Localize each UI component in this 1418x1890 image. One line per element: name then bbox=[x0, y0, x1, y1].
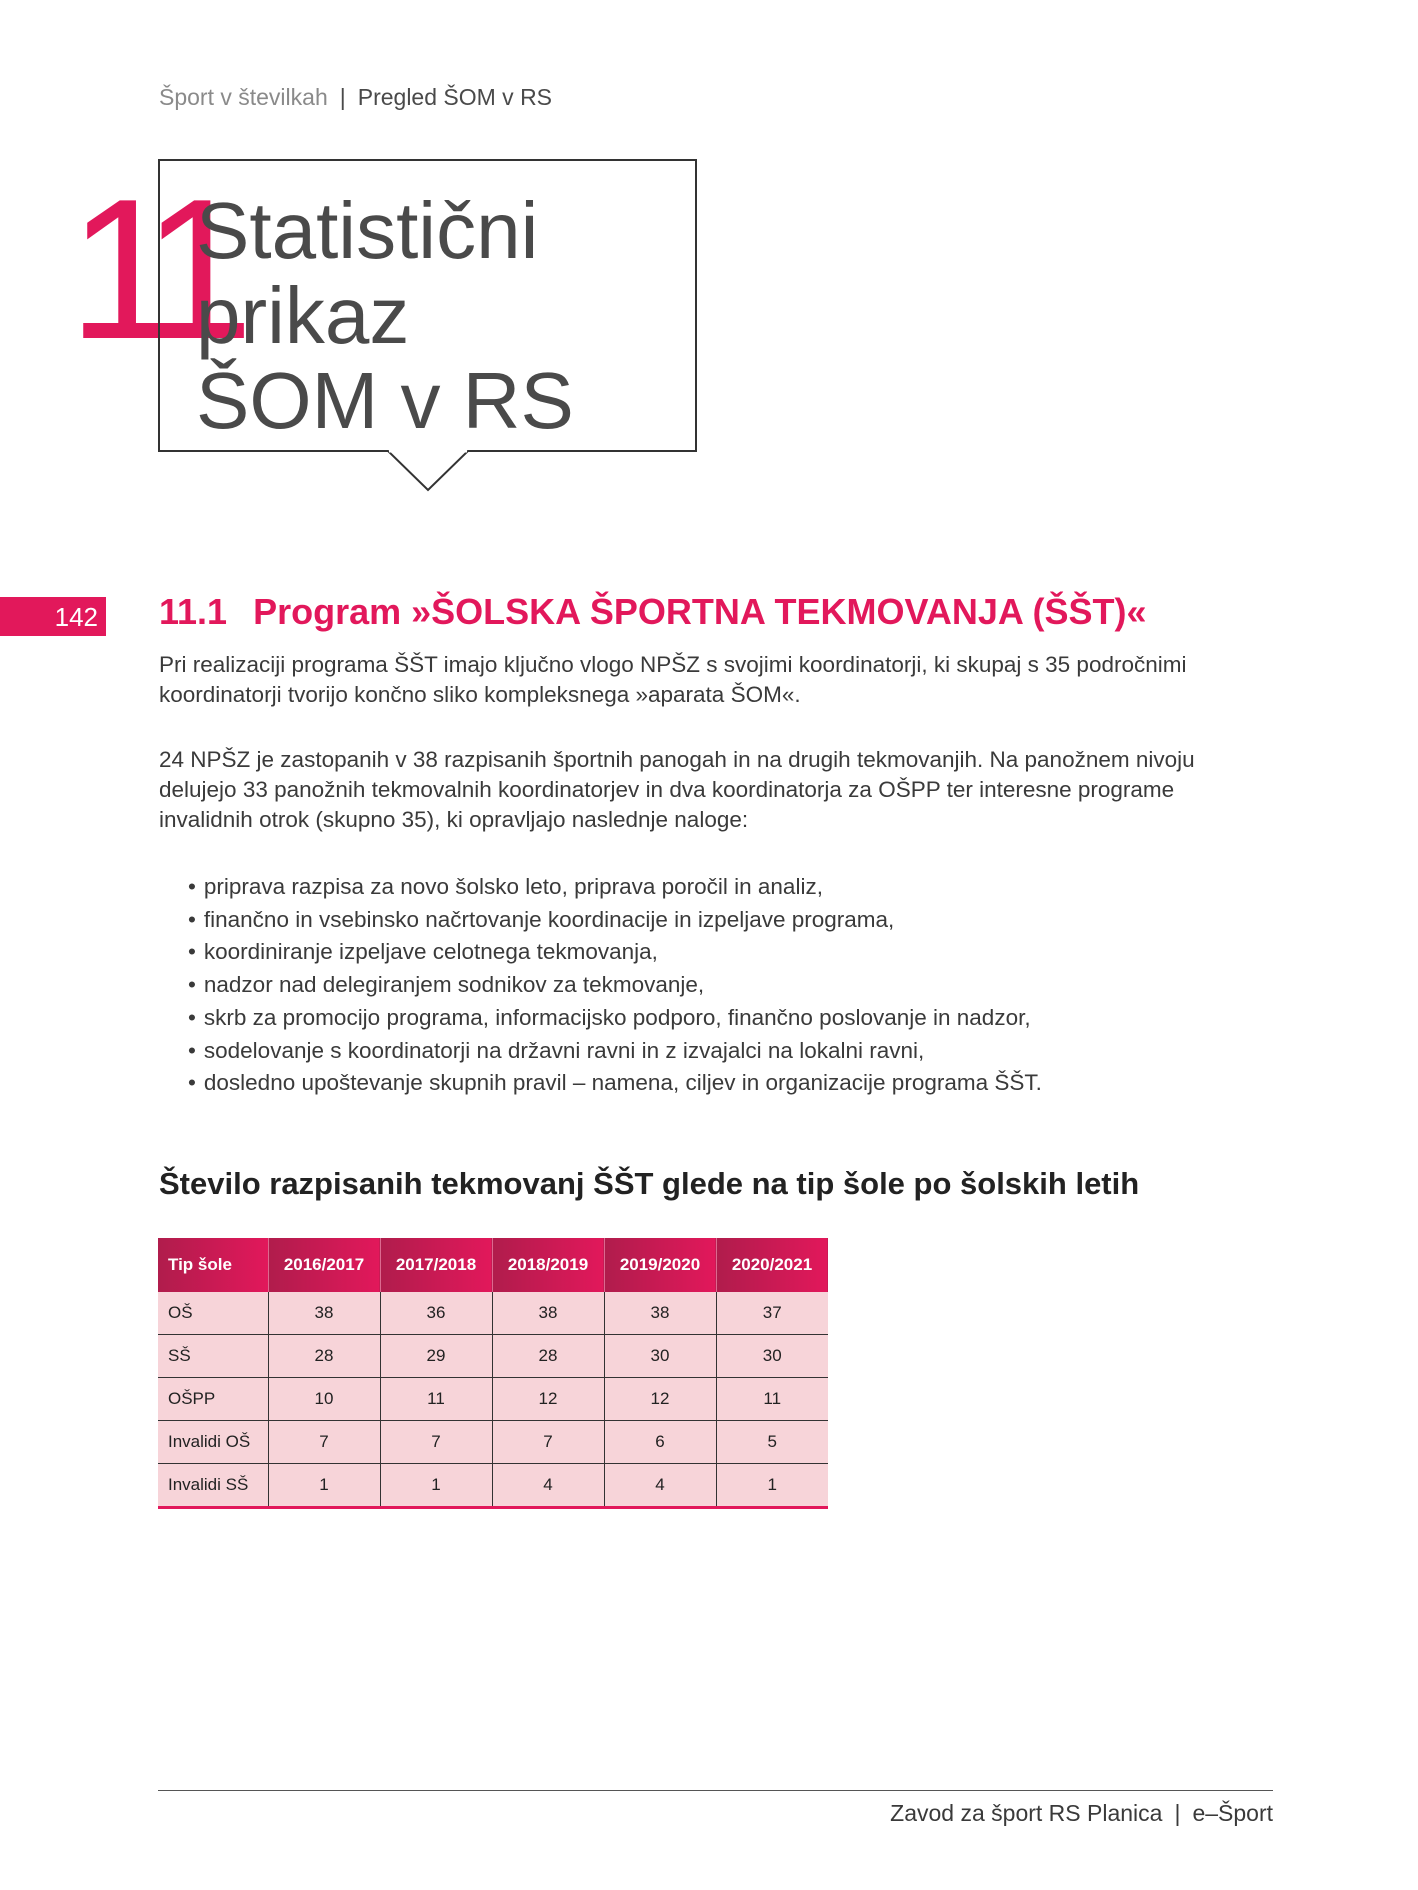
table-cell: 38 bbox=[604, 1292, 716, 1335]
table-cell: 30 bbox=[716, 1335, 828, 1378]
table-cell: 11 bbox=[380, 1378, 492, 1421]
table-cell: 1 bbox=[380, 1464, 492, 1508]
row-label: Invalidi OŠ bbox=[158, 1421, 268, 1464]
task-list bbox=[188, 871, 1042, 1100]
table-cell: 6 bbox=[604, 1421, 716, 1464]
running-footer bbox=[890, 1800, 1273, 1827]
column-header: 2020/2021 bbox=[716, 1238, 828, 1292]
footer-separator: | bbox=[1174, 1800, 1181, 1826]
header-subsection: Pregled ŠOM v RS bbox=[357, 84, 553, 110]
list-item: • finančno in vsebinsko načrtovanje koordinacije in izpeljave programa, bbox=[188, 904, 1042, 937]
table-cell: 11 bbox=[716, 1378, 828, 1421]
header-separator: | bbox=[339, 84, 346, 110]
column-header: 2018/2019 bbox=[492, 1238, 604, 1292]
row-label: OŠ bbox=[158, 1292, 268, 1335]
table-cell: 5 bbox=[716, 1421, 828, 1464]
section-heading bbox=[159, 591, 1147, 633]
table-row bbox=[158, 1292, 828, 1335]
table-title: Število razpisanih tekmovanj ŠŠT glede na tip šole po šolskih letih bbox=[159, 1166, 1140, 1201]
column-header: 2016/2017 bbox=[268, 1238, 380, 1292]
table-cell: 10 bbox=[268, 1378, 380, 1421]
page-number: 142 bbox=[0, 597, 106, 636]
column-header: 2017/2018 bbox=[380, 1238, 492, 1292]
table-cell: 38 bbox=[492, 1292, 604, 1335]
table-cell: 29 bbox=[380, 1335, 492, 1378]
table-cell: 36 bbox=[380, 1292, 492, 1335]
table-cell: 30 bbox=[604, 1335, 716, 1378]
list-item: • skrb za promocijo programa, informacijsko podporo, finančno poslovanje in nadzor, bbox=[188, 1002, 1042, 1035]
row-label: Invalidi SŠ bbox=[158, 1464, 268, 1508]
table-cell: 4 bbox=[492, 1464, 604, 1508]
table-cell: 37 bbox=[716, 1292, 828, 1335]
table-cell: 7 bbox=[268, 1421, 380, 1464]
list-item: • koordiniranje izpeljave celotnega tekmovanja, bbox=[188, 936, 1042, 969]
paragraph: 24 NPŠZ je zastopanih v 38 razpisanih športnih panogah in na drugih tekmovanjih. Na panožnem nivoju delujejo 33 panožnih tekmovalnih koordinatorjev in dva koordinatorja za OŠPP ter interesne programe invalidnih otrok (skupno 35), ki opravljajo naslednje naloge: bbox=[159, 747, 1195, 832]
table-cell: 4 bbox=[604, 1464, 716, 1508]
row-label: SŠ bbox=[158, 1335, 268, 1378]
table-cell: 12 bbox=[604, 1378, 716, 1421]
section-number: 11.1 bbox=[159, 591, 228, 632]
table-header-row bbox=[158, 1238, 828, 1292]
table-cell: 28 bbox=[492, 1335, 604, 1378]
competitions-table bbox=[158, 1238, 829, 1509]
chapter-title bbox=[196, 188, 574, 443]
table-row bbox=[158, 1335, 828, 1378]
table-row bbox=[158, 1464, 828, 1508]
running-header bbox=[159, 84, 552, 111]
chapter-number: 11 bbox=[68, 158, 232, 381]
footer-divider bbox=[158, 1790, 1273, 1791]
chapter-title-line: ŠOM v RS bbox=[196, 356, 574, 445]
header-section: Šport v številkah bbox=[159, 84, 328, 110]
list-item: • sodelovanje s koordinatorji na državni ravni in z izvajalci na lokalni ravni, bbox=[188, 1035, 1042, 1068]
chapter-title-line: Statistični bbox=[196, 186, 539, 275]
column-header: 2019/2020 bbox=[604, 1238, 716, 1292]
paragraph: Pri realizaciji programa ŠŠT imajo ključno vlogo NPŠZ s svojimi koordinatorji, ki skupaj s 35 področnimi koordinatorji tvorijo končno sliko kompleksnega »aparata ŠOM«. bbox=[159, 652, 1187, 707]
table-cell: 1 bbox=[716, 1464, 828, 1508]
section-title: Program »ŠOLSKA ŠPORTNA TEKMOVANJA (ŠŠT)« bbox=[253, 591, 1147, 632]
table-cell: 7 bbox=[380, 1421, 492, 1464]
table-cell: 28 bbox=[268, 1335, 380, 1378]
table-cell: 1 bbox=[268, 1464, 380, 1508]
table-cell: 7 bbox=[492, 1421, 604, 1464]
chapter-title-line: prikaz bbox=[196, 271, 410, 360]
table-cell: 12 bbox=[492, 1378, 604, 1421]
table-row bbox=[158, 1421, 828, 1464]
table-cell: 38 bbox=[268, 1292, 380, 1335]
row-label: OŠPP bbox=[158, 1378, 268, 1421]
list-item: • priprava razpisa za novo šolsko leto, priprava poročil in analiz, bbox=[188, 871, 1042, 904]
footer-publication: e–Šport bbox=[1192, 1800, 1273, 1826]
footer-publisher: Zavod za šport RS Planica bbox=[890, 1800, 1163, 1826]
table-row bbox=[158, 1378, 828, 1421]
list-item: • nadzor nad delegiranjem sodnikov za tekmovanje, bbox=[188, 969, 1042, 1002]
list-item: • dosledno upoštevanje skupnih pravil – namena, ciljev in organizacije programa ŠŠT. bbox=[188, 1067, 1042, 1100]
column-header: Tip šole bbox=[158, 1238, 268, 1292]
speech-bubble-pointer bbox=[387, 450, 469, 492]
